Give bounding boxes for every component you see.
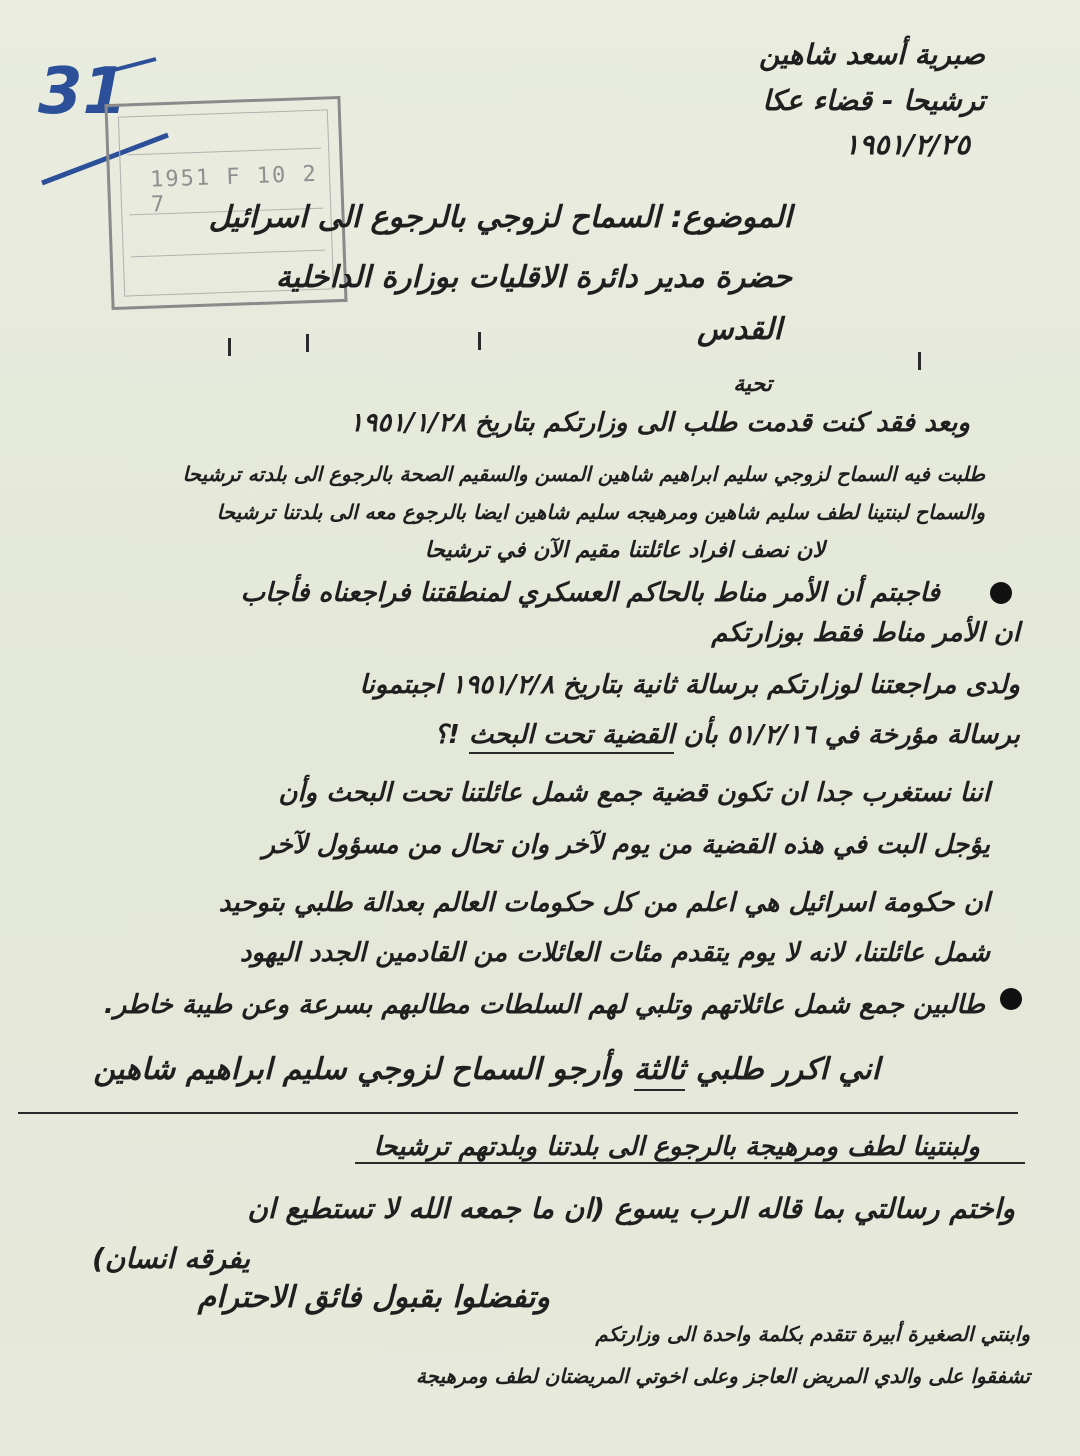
body-text: برسالة مؤرخة في ٥١/٢/١٦ بأن bbox=[683, 720, 1020, 750]
body-text: اني اكرر طلبي bbox=[695, 1052, 880, 1087]
body-line: ولدى مراجعتنا لوزارتكم برسالة ثانية بتاريخ ١٩٥١/٢/٨ اجبتمونا bbox=[359, 670, 1020, 700]
pen-tick bbox=[306, 334, 309, 352]
addressee: حضرة مدير دائرة الاقليات بوزارة الداخلية bbox=[275, 260, 792, 295]
greeting: تحية bbox=[733, 372, 772, 397]
body-line: والسماح لبنتينا لطف سليم شاهين ومرهيجه سليم شاهين ايضا بالرجوع معه الى بلدتنا ترشيحا bbox=[216, 500, 985, 524]
pen-tick bbox=[478, 332, 481, 350]
body-line: لان نصف افراد عائلتنا مقيم الآن في ترشيحا bbox=[424, 538, 825, 563]
body-line: يؤجل البت في هذه القضية من يوم لآخر وان تحال من مسؤول لآخر bbox=[262, 830, 990, 860]
body-line: وبعد فقد كنت قدمت طلب الى وزارتكم بتاريخ ١٩٥١/١/٢٨ bbox=[349, 408, 970, 438]
body-line: واختم رسالتي بما قاله الرب يسوع (ان ما جمعه الله لا تستطيع ان bbox=[247, 1192, 1015, 1225]
body-line: يفرقه انسان) bbox=[92, 1242, 250, 1275]
stamp-date: 1951 F 10 2 7 bbox=[149, 161, 319, 218]
file-number-annotation: 31 bbox=[38, 55, 128, 129]
bullet-dot bbox=[990, 582, 1012, 604]
body-line: ان الأمر مناط فقط بوزارتكم bbox=[711, 618, 1020, 648]
underlined-phrase: القضية تحت البحث bbox=[469, 720, 675, 754]
body-line: طلبت فيه السماح لزوجي سليم ابراهيم شاهين المسن والسقيم الصحة بالرجوع الى بلدته ترشيحا bbox=[182, 462, 985, 486]
body-line: ان حكومة اسرائيل هي اعلم من كل حكومات العالم بعدالة طلبي بتوحيد bbox=[218, 888, 990, 918]
bullet-dot bbox=[1000, 988, 1022, 1010]
closing-line: وتفضلوا بقبول فائق الاحترام bbox=[197, 1280, 550, 1315]
body-line bbox=[93, 1052, 880, 1087]
body-line bbox=[434, 720, 1020, 750]
body-line: شمل عائلتنا، لانه لا يوم يتقدم مئات العائلات من القادمين الجدد اليهود bbox=[239, 938, 990, 968]
body-text: !؟ bbox=[434, 720, 460, 750]
pen-tick bbox=[918, 352, 921, 370]
body-line: فاجبتم أن الأمر مناط بالحاكم العسكري لمنطقتنا فراجعناه فأجاب bbox=[240, 578, 940, 608]
body-line: طالبين جمع شمل عائلاتهم وتلبي لهم السلطات مطالبهم بسرعة وعن طيبة خاطر. bbox=[103, 990, 985, 1020]
horizontal-rule bbox=[355, 1162, 1025, 1164]
subject-line: الموضوع: السماح لزوجي بالرجوع الى اسرائيل bbox=[208, 200, 792, 235]
postscript-line: تشفقوا على والدي المريض العاجز وعلى اخوتي المريضتان لطف ومرهيجة bbox=[415, 1364, 1030, 1388]
body-line: ولبنتينا لطف ومرهيجة بالرجوع الى بلدتنا وبلدتهم ترشيحا bbox=[373, 1132, 980, 1162]
city: القدس bbox=[696, 312, 782, 347]
letter-date: ١٩٥١/٢/٢٥ bbox=[844, 128, 970, 161]
sender-place: ترشيحا - قضاء عكا bbox=[762, 84, 985, 117]
body-text: وأرجو السماح لزوجي سليم ابراهيم شاهين bbox=[93, 1052, 624, 1087]
pen-tick bbox=[228, 338, 231, 356]
sender-name: صبرية أسعد شاهين bbox=[759, 38, 985, 71]
underlined-word: ثالثة bbox=[634, 1052, 686, 1091]
body-line: اننا نستغرب جدا ان تكون قضية جمع شمل عائلتنا تحت البحث وأن bbox=[278, 778, 990, 808]
horizontal-rule bbox=[18, 1112, 1018, 1114]
postscript-line: وابنتي الصغيرة أبيرة تتقدم بكلمة واحدة الى وزارتكم bbox=[595, 1322, 1030, 1346]
